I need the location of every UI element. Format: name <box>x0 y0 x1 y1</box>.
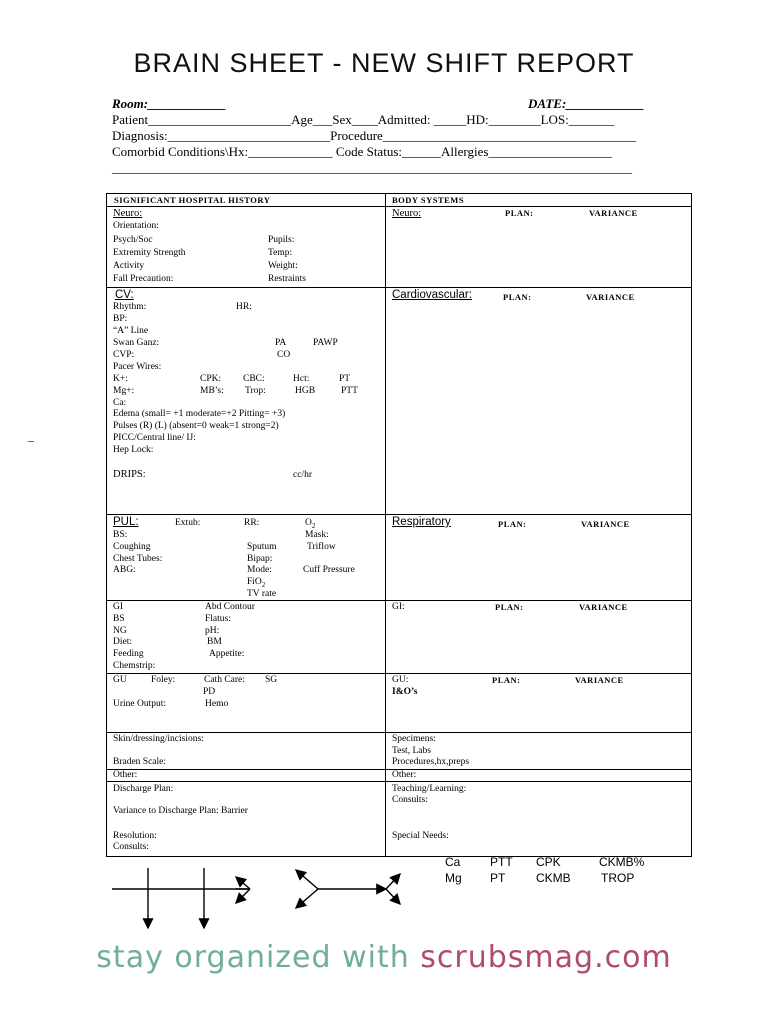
fishbone-arrow <box>386 889 400 904</box>
gi-plan-label: PLAN: <box>495 602 524 612</box>
braden-scale-label[interactable]: Braden Scale: <box>113 757 167 767</box>
neuro-title: Neuro: <box>113 208 143 219</box>
appetite-label[interactable]: Appetite: <box>209 649 245 659</box>
row-divider <box>107 673 691 674</box>
bm-label[interactable]: BM <box>207 637 222 647</box>
lab-mg: Mg <box>445 871 462 885</box>
history-header: SIGNIFICANT HOSPITAL HISTORY <box>114 195 271 205</box>
footer-branding <box>0 940 768 975</box>
mask-label[interactable]: Mask: <box>305 530 329 540</box>
extub-label[interactable]: Extub: <box>175 518 201 528</box>
cchr-label[interactable]: cc/hr <box>293 470 312 480</box>
gi-title: GI <box>113 602 124 612</box>
room-field[interactable]: Room:____________ <box>112 96 227 111</box>
neuro-plan-label: PLAN: <box>505 208 534 218</box>
mbs-label[interactable]: MB’s: <box>200 386 224 396</box>
gi-variance-label: VARIANCE <box>579 602 628 612</box>
rhythm-label[interactable]: Rhythm: <box>113 302 147 312</box>
hep-lock-label[interactable]: Hep Lock: <box>113 445 154 455</box>
pulses-label[interactable]: Pulses (R) (L) (absent=0 weak=1 strong=2) <box>113 421 279 431</box>
foley-label[interactable]: Foley: <box>151 675 176 685</box>
body-systems-header: BODY SYSTEMS <box>392 195 465 205</box>
temp-label[interactable]: Temp: <box>268 248 293 258</box>
bp-label[interactable]: BP: <box>113 314 128 324</box>
tv-rate-label[interactable]: TV rate <box>247 589 277 599</box>
fishbone-arrow <box>236 877 250 889</box>
coughing-label[interactable]: Coughing <box>113 542 151 552</box>
other-right-label[interactable]: Other: <box>392 770 417 780</box>
trop-label[interactable]: Trop: <box>245 386 266 396</box>
psych-label[interactable]: Psych/Soc <box>113 235 153 245</box>
row-divider <box>107 600 691 601</box>
skin-label[interactable]: Skin/dressing/incisions: <box>113 734 204 744</box>
consults-right-label[interactable]: Consults: <box>392 795 428 805</box>
hr-label[interactable]: HR: <box>236 302 252 312</box>
fall-precaution-label[interactable]: Fall Precaution: <box>113 274 174 284</box>
row-divider <box>107 514 691 515</box>
swan-ganz-label[interactable]: Swan Ganz: <box>113 338 160 348</box>
pd-label[interactable]: PD <box>203 687 216 697</box>
pt-label[interactable]: PT <box>339 374 351 384</box>
pul-title: PUL: <box>113 516 139 528</box>
row-divider <box>107 206 691 207</box>
fishbone-arrow <box>386 874 400 889</box>
row-divider <box>107 732 691 733</box>
cuff-pressure-label[interactable]: Cuff Pressure <box>303 565 355 575</box>
procedures-label[interactable]: Procedures,hx,preps <box>392 757 470 767</box>
weight-label[interactable]: Weight: <box>268 261 298 271</box>
cv-plan-label: PLAN: <box>503 292 532 302</box>
patient-line[interactable]: Patient______________________Age___Sex____Admitted: _____HD:________LOS:_______ <box>112 112 615 127</box>
restraints-label[interactable]: Restraints <box>268 274 306 284</box>
chest-tubes-label[interactable]: Chest Tubes: <box>113 554 163 564</box>
cvp-label[interactable]: CVP: <box>113 350 135 360</box>
hgb-label[interactable]: HGB <box>295 386 316 396</box>
activity-label[interactable]: Activity <box>113 261 145 271</box>
gi-system-title: GI: <box>392 602 405 612</box>
consults-left-label[interactable]: Consults: <box>113 842 149 852</box>
gu-system-title: GU: <box>392 675 409 685</box>
hct-label[interactable]: Hct: <box>293 374 310 384</box>
tests-labs-label[interactable]: Test, Labs <box>392 746 431 756</box>
ph-label[interactable]: pH: <box>205 626 220 636</box>
feeding-label[interactable]: Feeding <box>113 649 144 659</box>
ptt-label[interactable]: PTT <box>341 386 358 396</box>
mg-label[interactable]: Mg+: <box>113 386 135 396</box>
stray-mark: – <box>28 433 34 447</box>
lab-ckmb-pct: CKMB% <box>599 855 645 869</box>
report-form <box>106 193 692 857</box>
k-label[interactable]: K+: <box>113 374 128 384</box>
co-label[interactable]: CO <box>277 350 291 360</box>
ca-label[interactable]: Ca: <box>113 398 127 408</box>
lab-ptt: PTT <box>490 855 513 869</box>
teaching-label[interactable]: Teaching/Learning: <box>392 784 467 794</box>
footer-tagline: stay organized with <box>96 940 421 975</box>
gu-plan-label: PLAN: <box>492 675 521 685</box>
resolution-label[interactable]: Resolution: <box>113 831 157 841</box>
lab-pt: PT <box>490 871 506 885</box>
cv-variance-label: VARIANCE <box>586 292 635 302</box>
drips-label[interactable]: DRIPS: <box>113 469 146 480</box>
pawp-label[interactable]: PAWP <box>313 338 338 348</box>
discharge-variance-label[interactable]: Variance to Discharge Plan: Barrier <box>113 806 248 816</box>
column-divider <box>385 194 386 856</box>
rr-label[interactable]: RR: <box>244 518 260 528</box>
aline-label[interactable]: “A” Line <box>113 326 149 336</box>
sg-label[interactable]: SG <box>265 675 278 685</box>
cardiovascular-title: Cardiovascular: <box>392 289 472 301</box>
pacer-label[interactable]: Pacer Wires: <box>113 362 162 372</box>
ng-label[interactable]: NG <box>113 626 127 636</box>
lab-trop: TROP <box>601 871 635 885</box>
lab-fishbone-diagram <box>100 858 420 938</box>
row-divider <box>107 781 691 782</box>
abd-contour-label[interactable]: Abd Contour <box>205 602 255 612</box>
cpk-label[interactable]: CPK: <box>200 374 222 384</box>
gi-bs-label[interactable]: BS <box>113 614 125 624</box>
neuro-variance-label: VARIANCE <box>589 208 638 218</box>
fishbone-arrow <box>236 889 250 903</box>
date-field[interactable]: DATE:____________ <box>528 96 645 111</box>
io-label[interactable]: I&O’s <box>392 687 418 697</box>
abg-label[interactable]: ABG: <box>113 565 136 575</box>
page-title: BRAIN SHEET - NEW SHIFT REPORT <box>133 48 635 78</box>
specimens-label[interactable]: Specimens: <box>392 734 436 744</box>
pa-label[interactable]: PA <box>275 338 287 348</box>
gu-variance-label: VARIANCE <box>575 675 624 685</box>
sputum-label[interactable]: Sputum <box>247 542 277 552</box>
blank-line[interactable]: ________________________________________________________________________________ <box>112 160 632 175</box>
lab-ckmb: CKMB <box>536 871 571 885</box>
triflow-label[interactable]: Triflow <box>307 542 336 552</box>
o2-label[interactable]: $O_2$ <box>305 518 316 530</box>
cath-care-label[interactable]: Cath Care: <box>204 675 245 685</box>
comorbid-line[interactable]: Comorbid Conditions\Hx:_____________ Code Status:______Allergies___________________ <box>112 144 612 159</box>
footer-site[interactable]: scrubsmag.com <box>420 940 672 975</box>
chemstrip-label[interactable]: Chemstrip: <box>113 661 156 671</box>
hemo-label[interactable]: Hemo <box>205 699 229 709</box>
flatus-label[interactable]: Flatus: <box>205 614 231 624</box>
fishbone-arrow <box>296 889 318 908</box>
cv-title: CV: <box>115 289 134 301</box>
diagnosis-line[interactable]: Diagnosis:_________________________Procedure_______________________________________ <box>112 128 637 143</box>
cbc-label[interactable]: CBC: <box>243 374 265 384</box>
special-needs-label[interactable]: Special Needs: <box>392 831 449 841</box>
pul-plan-label: PLAN: <box>498 519 527 529</box>
lab-cpk: CPK <box>536 855 561 869</box>
fishbone-arrow <box>296 870 318 889</box>
picc-label[interactable]: PICC/Central line/ IJ: <box>113 433 196 443</box>
bs-label[interactable]: BS: <box>113 530 128 540</box>
lab-ca: Ca <box>445 855 461 869</box>
discharge-plan-label[interactable]: Discharge Plan: <box>113 784 174 794</box>
edema-label[interactable]: Edema (small= +1 moderate=+2 Pitting= +3) <box>113 409 286 419</box>
pupils-label[interactable]: Pupils: <box>268 235 295 245</box>
row-divider <box>107 287 691 288</box>
extremity-label[interactable]: Extremity Strength <box>113 248 186 258</box>
fio2-label[interactable]: FiO$_2$ <box>247 577 266 589</box>
orientation-label[interactable]: Orientation: <box>113 221 159 231</box>
gu-title: GU <box>113 675 127 685</box>
other-left-label[interactable]: Other: <box>113 770 138 780</box>
neuro-system-title: Neuro: <box>392 208 422 219</box>
respiratory-title: Respiratory <box>392 516 451 528</box>
mode-label[interactable]: Mode: <box>247 565 272 575</box>
pul-variance-label: VARIANCE <box>581 519 630 529</box>
diet-label[interactable]: Diet: <box>113 637 132 647</box>
urine-output-label[interactable]: Urine Output: <box>113 699 167 709</box>
bipap-label[interactable]: Bipap: <box>247 554 273 564</box>
